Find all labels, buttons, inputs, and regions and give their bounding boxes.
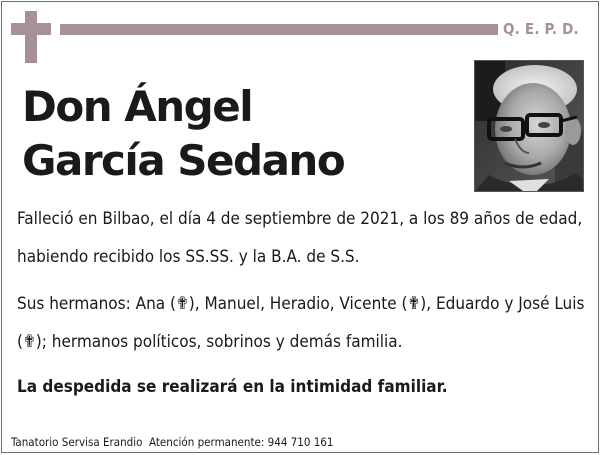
name-line-1: Don Ángel [22,82,253,131]
funeral-home-footer: Tanatorio Servisa Erandio Atención permanente: 944 710 161 [11,435,334,449]
portrait-photo [474,60,584,192]
family-list-text: Sus hermanos: Ana (✟), Manuel, Heradio, Vicente (✟), Eduardo y José Luis (✟); hermanos políticos, sobrinos y demás familia. [17,294,585,352]
death-announcement-text: Falleció en Bilbao, el día 4 de septiembre de 2021, a los 89 años de edad, habiendo recibido los SS.SS. y la B.A. de S.S. [17,209,583,267]
obituary-card [1,1,599,453]
qepd-label: Q. E. P. D. [503,20,579,38]
name-line-2: García Sedano [22,136,345,185]
deceased-name [22,80,344,188]
header-divider-bar [60,24,498,35]
farewell-note-text: La despedida se realizará en la intimidad familiar. [17,377,448,397]
